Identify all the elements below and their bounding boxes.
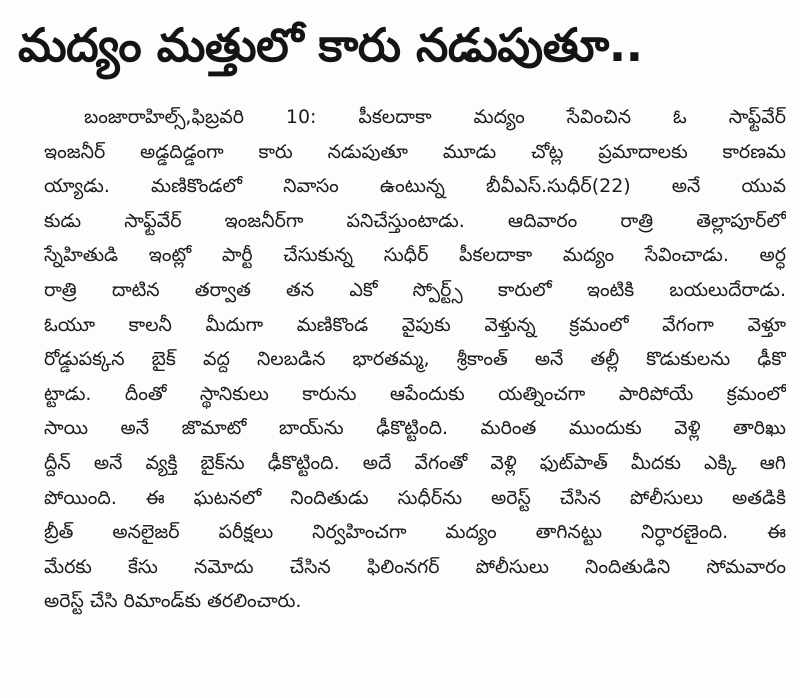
body-line: అరెస్ట్ చేసి రిమాండ్‌కు తరలించారు.	[44, 590, 302, 613]
body-line: బంజారాహిల్స్,ఫిబ్రవరి 10: పీకలదాకా మద్యం సేవించిన ఓ సాఫ్ట్‌వేర్	[84, 106, 786, 128]
body-line: ట్టాడు. దీంతో స్థానికులు కారును ఆపేందుకు యత్నించగా పారిపోయే క్రమంలో	[44, 382, 786, 405]
body-line: రాత్రి దాటిన తర్వాత తన ఎకో స్పోర్ట్స్ కారులో ఇంటికి బయలుదేరాడు.	[44, 278, 786, 301]
article-body	[44, 100, 786, 619]
body-line: ద్దీన్ అనే వ్యక్తి బైక్‌ను ఢీకొట్టింది. అదే వేగంతో వెళ్లి ఫుట్‌పాత్ మీదకు ఎక్కి ఆగి	[44, 451, 786, 474]
body-line: ఇంజనీర్ అడ్డదిడ్డంగా కారు నడుపుతూ మూడు చోట్ల ప్రమాదాలకు కారణమ	[44, 140, 786, 163]
body-line: మేరకు కేసు నమోదు చేసిన ఫిలింనగర్ పోలీసులు నిందితుడిని సోమవారం	[44, 555, 786, 578]
body-line: ఓయూ కాలనీ మీదుగా మణికొండ వైపుకు వెళ్తున్న క్రమంలో వేగంగా వెళ్తూ	[44, 313, 786, 336]
body-line: య్యాడు. మణికొండలో నివాసం ఉంటున్న బీవీఎస్.సుధీర్(22) అనే యువ	[44, 175, 786, 198]
body-line: సాయి అనే జొమాటో బాయ్‌ను ఢీకొట్టింది. మరింత ముందుకు వెళ్లి తారిఖు	[44, 417, 786, 440]
body-line: బ్రీత్ అనలైజర్ పరీక్షలు నిర్వహించగా మద్యం తాగినట్టు నిర్ధారణైంది. ఈ	[44, 521, 786, 544]
body-line: స్నేహితుడి ఇంట్లో పార్టీ చేసుకున్న సుధీర్ పీకలదాకా మద్యం సేవించాడు. అర్ధ	[44, 244, 786, 267]
body-line: రోడ్డుపక్కన బైక్ వద్ద నిలబడిన భారతమ్మ, శ్రీకాంత్ అనే తల్లీ కొడుకులను ఢీకొ	[44, 348, 786, 371]
headline: మద్యం మత్తులో కారు నడుపుతూ..	[18, 18, 643, 72]
body-line: కుడు సాఫ్ట్‌వేర్ ఇంజనీర్‌గా పనిచేస్తుంటాడు. ఆదివారం రాత్రి తెల్లాపూర్‌లో	[44, 209, 786, 232]
body-line: పోయింది. ఈ ఘటనలో నిందితుడు సుధీర్‌ను అరెస్ట్ చేసిన పోలీసులు అతడికి	[44, 486, 786, 509]
